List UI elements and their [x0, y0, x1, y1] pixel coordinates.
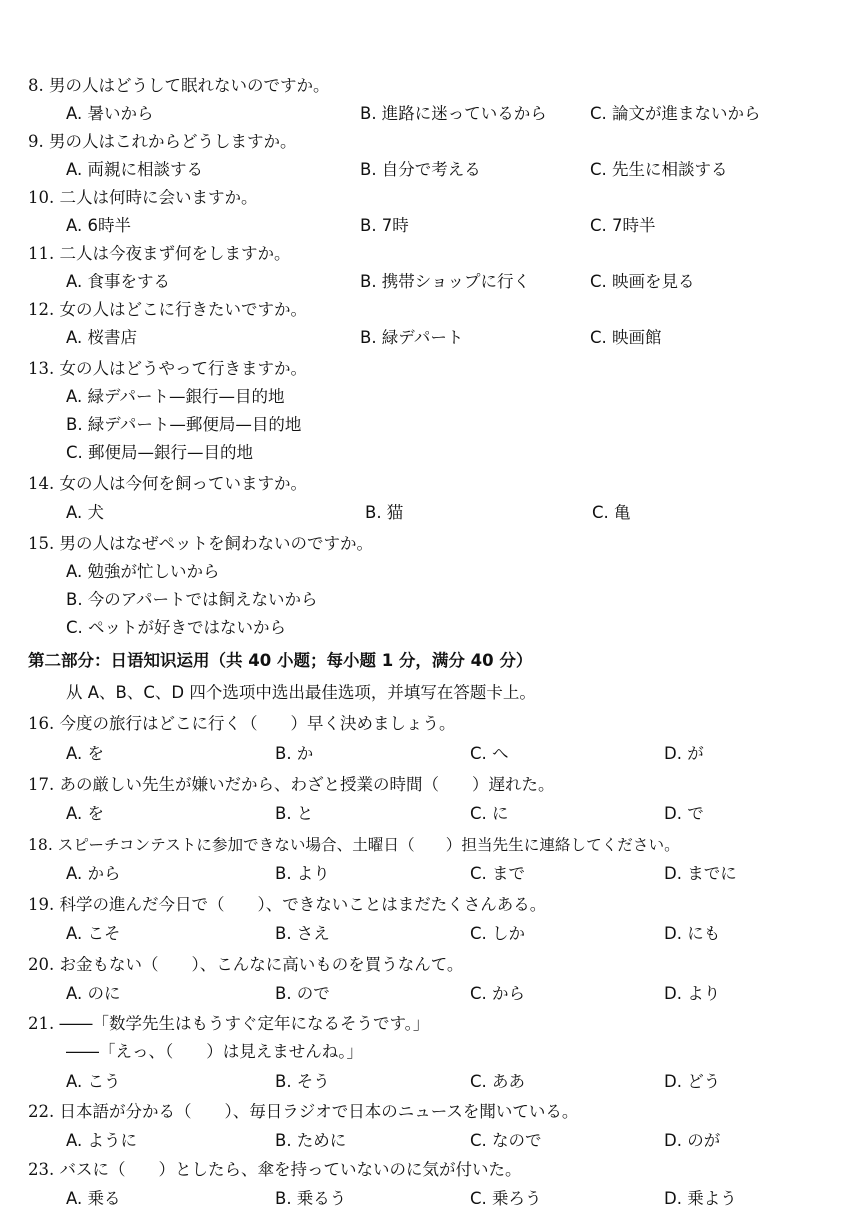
question-12-options [0, 324, 860, 352]
option-d: D. 乗よう [664, 1189, 737, 1208]
question-14 [0, 470, 860, 498]
option-a: A. を [66, 744, 104, 763]
section-2-instruction-row [0, 679, 860, 707]
option-c: C. 映画を見る [590, 272, 695, 291]
option-b: B. ために [275, 1131, 347, 1150]
question-22-options [0, 1127, 860, 1155]
option-b: B. 猫 [365, 503, 404, 522]
option-c: C. しか [470, 924, 526, 943]
option-c: C. に [470, 804, 509, 823]
question-text: 12. 女の人はどこに行きたいですか。 [28, 300, 307, 319]
question-text: 14. 女の人は今何を飼っていますか。 [28, 474, 307, 493]
option-b: B. 乗るう [275, 1189, 347, 1208]
question-20 [0, 951, 860, 979]
option-c: C. から [470, 984, 526, 1003]
question-23 [0, 1156, 860, 1184]
option-b: B. と [275, 804, 314, 823]
question-17 [0, 771, 860, 799]
question-23-options [0, 1185, 860, 1213]
option-a: A. こそ [66, 924, 121, 943]
option-c: C. 7時半 [590, 216, 656, 235]
option-c: C. 亀 [592, 503, 631, 522]
option-c: C. 映画館 [590, 328, 662, 347]
option-a: A. 犬 [66, 503, 104, 522]
question-9 [0, 128, 860, 156]
question-18-options [0, 860, 860, 888]
question-text: 11. 二人は今夜まず何をしますか。 [28, 244, 291, 263]
question-12 [0, 296, 860, 324]
option-d: D. より [664, 984, 721, 1003]
option-c: C. 郵便局—銀行—目的地 [66, 443, 254, 462]
option-c: C. 乗ろう [470, 1189, 542, 1208]
question-text: 8. 男の人はどうして眠れないのですか。 [28, 76, 330, 95]
question-14-options [0, 499, 860, 527]
option-c: C. 論文が進まないから [590, 104, 761, 123]
option-a: A. から [66, 864, 121, 883]
question-13-option-b-row [0, 411, 860, 439]
question-16 [0, 710, 860, 738]
question-15-option-a-row [0, 558, 860, 586]
question-22 [0, 1098, 860, 1126]
question-text: 17. あの厳しい先生が嫌いだから、わざと授業の時間（ ）遅れた。 [28, 775, 555, 794]
question-text: 22. 日本語が分かる（ ）、毎日ラジオで日本のニュースを聞いている。 [28, 1102, 579, 1121]
question-13 [0, 355, 860, 383]
option-a: A. 食事をする [66, 272, 170, 291]
question-21-options [0, 1068, 860, 1096]
question-8-options [0, 100, 860, 128]
question-13-option-a-row [0, 383, 860, 411]
question-11 [0, 240, 860, 268]
question-19-options [0, 920, 860, 948]
question-13-option-c-row [0, 439, 860, 467]
option-c: C. まで [470, 864, 526, 883]
question-15 [0, 530, 860, 558]
question-text-line-2: ――「えっ、（ ）は見えませんね。」 [66, 1042, 363, 1061]
question-text: 16. 今度の旅行はどこに行く（ ）早く決めましょう。 [28, 714, 456, 733]
question-20-options [0, 980, 860, 1008]
question-11-options [0, 268, 860, 296]
question-21 [0, 1010, 860, 1038]
option-d: D. が [664, 744, 704, 763]
option-c: C. へ [470, 744, 509, 763]
option-a: A. 勉強が忙しいから [66, 562, 220, 581]
question-9-options [0, 156, 860, 184]
question-text: 20. お金もない（ ）、こんなに高いものを買うなんて。 [28, 955, 464, 974]
option-d: D. のが [664, 1131, 721, 1150]
question-text: 21. ――「数学先生はもうすぐ定年になるそうです。」 [28, 1014, 430, 1033]
option-d: D. どう [664, 1072, 721, 1091]
option-a: A. 両親に相談する [66, 160, 203, 179]
option-b: B. 今のアパートでは飼えないから [66, 590, 318, 609]
question-19 [0, 891, 860, 919]
option-b: B. 7時 [360, 216, 409, 235]
question-text: 9. 男の人はこれからどうしますか。 [28, 132, 297, 151]
option-b: B. 進路に迷っているから [360, 104, 547, 123]
option-b: B. より [275, 864, 330, 883]
question-8 [0, 72, 860, 100]
section-2-title: 第二部分：日语知识运用（共 40 小题；每小题 1 分，满分 40 分） [28, 651, 533, 670]
option-c: C. ペットが好きではないから [66, 618, 287, 637]
question-10-options [0, 212, 860, 240]
option-d: D. で [664, 804, 704, 823]
option-a: A. 桜書店 [66, 328, 137, 347]
option-b: B. か [275, 744, 314, 763]
option-b: B. さえ [275, 924, 330, 943]
option-b: B. 緑デパート—郵便局—目的地 [66, 415, 302, 434]
option-d: D. にも [664, 924, 721, 943]
question-10 [0, 184, 860, 212]
option-c: C. なので [470, 1131, 542, 1150]
option-b: B. 自分で考える [360, 160, 481, 179]
option-a: A. 6時半 [66, 216, 131, 235]
option-b: B. 携帯ショップに行く [360, 272, 530, 291]
question-16-options [0, 740, 860, 768]
option-a: A. ように [66, 1131, 137, 1150]
option-a: A. 暑いから [66, 104, 154, 123]
question-15-option-c-row [0, 614, 860, 642]
question-18 [0, 831, 860, 859]
question-text: 23. バスに（ ）としたら、傘を持っていないのに気が付いた。 [28, 1160, 522, 1179]
question-text: 18. スピーチコンテストに参加できない場合、土曜日（ ）担当先生に連絡してください。 [28, 836, 680, 854]
option-b: B. そう [275, 1072, 330, 1091]
section-2-instruction: 从 A、B、C、D 四个选项中选出最佳选项，并填写在答题卡上。 [66, 683, 536, 702]
option-b: B. 緑デパート [360, 328, 464, 347]
question-text: 13. 女の人はどうやって行きますか。 [28, 359, 307, 378]
option-a: A. を [66, 804, 104, 823]
option-d: D. までに [664, 864, 737, 883]
question-text: 15. 男の人はなぜペットを飼わないのですか。 [28, 534, 373, 553]
option-c: C. 先生に相談する [590, 160, 728, 179]
question-17-options [0, 800, 860, 828]
option-b: B. ので [275, 984, 330, 1003]
option-a: A. こう [66, 1072, 121, 1091]
option-a: A. 緑デパート—銀行—目的地 [66, 387, 285, 406]
question-21-line-2 [0, 1038, 860, 1066]
section-2-header [0, 647, 860, 675]
question-text: 19. 科学の進んだ今日で（ ）、できないことはまだたくさんある。 [28, 895, 547, 914]
option-a: A. のに [66, 984, 121, 1003]
option-c: C. ああ [470, 1072, 526, 1091]
question-text: 10. 二人は何時に会いますか。 [28, 188, 258, 207]
question-15-option-b-row [0, 586, 860, 614]
option-a: A. 乗る [66, 1189, 121, 1208]
